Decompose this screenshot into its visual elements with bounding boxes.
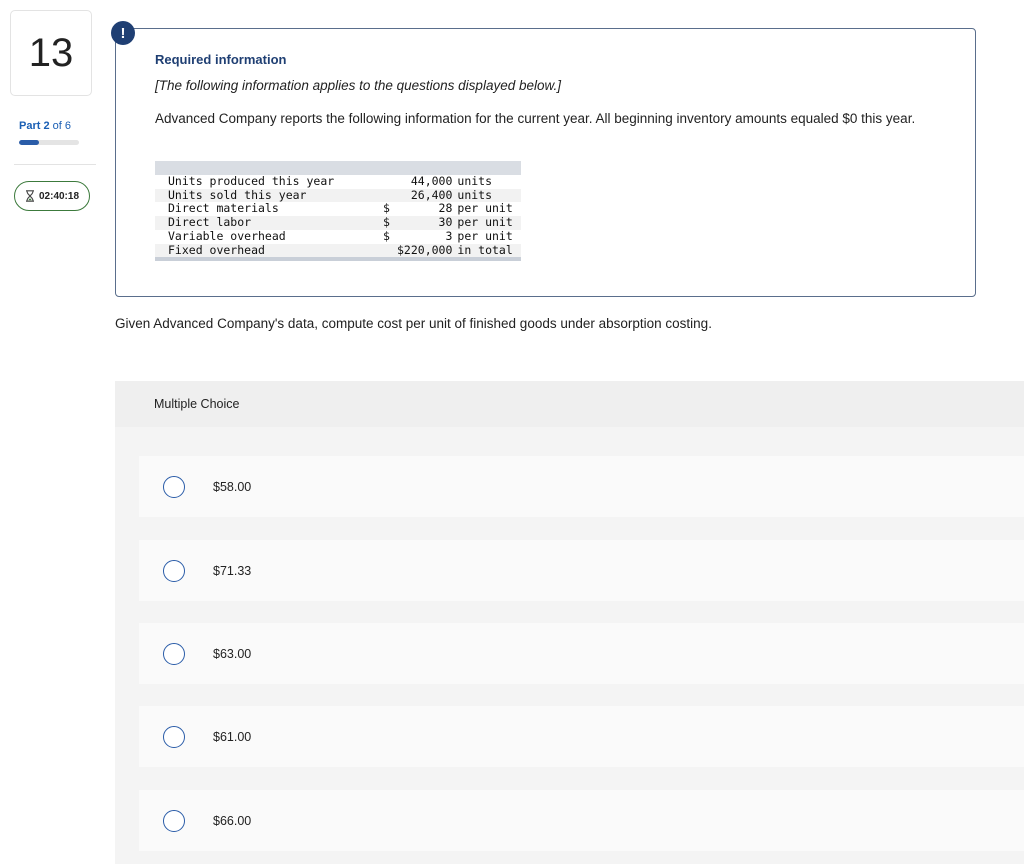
rail-divider — [14, 164, 96, 165]
alert-icon: ! — [111, 21, 135, 45]
row-amount: 3 — [445, 228, 453, 243]
choice-option[interactable] — [139, 456, 1024, 517]
part-progress-bar — [19, 140, 79, 145]
row-label: Units produced this year — [168, 174, 335, 188]
choice-label: $61.00 — [213, 729, 252, 744]
data-table-row — [155, 175, 521, 189]
data-table-row — [155, 216, 521, 230]
row-amount: 30 — [397, 216, 452, 230]
row-unit: in total — [452, 244, 521, 258]
part-prefix: Part — [19, 120, 41, 132]
data-table-row — [155, 202, 521, 216]
row-unit: units — [452, 189, 521, 203]
part-current: 2 — [43, 120, 50, 132]
choice-option[interactable] — [139, 540, 1024, 601]
info-title: Required information — [155, 52, 287, 67]
row-currency: $ — [383, 216, 397, 230]
choice-option[interactable] — [139, 706, 1024, 767]
data-table-row — [155, 230, 521, 244]
row-unit: units — [457, 174, 493, 188]
data-table — [155, 161, 521, 261]
part-total: 6 — [64, 120, 72, 132]
choice-option[interactable] — [139, 623, 1024, 684]
data-table-row — [155, 244, 521, 258]
info-text: Advanced Company reports the following information for the current year. All beginning inventory amounts equaled $0 this year. — [155, 111, 916, 126]
row-label: Direct materials — [168, 201, 279, 216]
timer[interactable] — [14, 181, 90, 211]
row-unit: per unit — [457, 201, 513, 216]
radio-button[interactable] — [163, 810, 185, 832]
row-currency: $ — [383, 201, 390, 216]
part-indicator — [19, 120, 71, 132]
row-label: Fixed overhead — [155, 244, 383, 258]
multiple-choice-header — [115, 381, 1024, 427]
radio-button[interactable] — [163, 643, 185, 665]
row-amount: 26,400 — [397, 189, 452, 203]
multiple-choice-panel — [115, 381, 1024, 864]
multiple-choice-title: Multiple Choice — [154, 397, 240, 411]
question-text: Given Advanced Company's data, compute cost per unit of finished goods under absorption costing. — [115, 316, 712, 331]
row-amount: 44,000 — [410, 174, 453, 188]
data-table-row — [155, 189, 521, 203]
hourglass-icon — [25, 190, 35, 202]
choice-label: $58.00 — [213, 479, 252, 494]
row-unit: per unit — [452, 216, 521, 230]
radio-button[interactable] — [163, 476, 185, 498]
row-unit: per unit — [457, 228, 513, 243]
question-number: 13 — [10, 10, 92, 96]
row-amount: $220,000 — [397, 242, 453, 257]
radio-button[interactable] — [163, 726, 185, 748]
required-info-box — [115, 28, 976, 297]
row-label: Variable overhead — [168, 228, 286, 243]
part-of: of — [52, 120, 62, 132]
choice-label: $71.33 — [213, 563, 252, 578]
timer-value: 02:40:18 — [38, 190, 80, 202]
info-subtitle: [The following information applies to the questions displayed below.] — [155, 78, 561, 93]
row-label: Units sold this year — [155, 189, 383, 203]
row-currency — [383, 175, 397, 189]
row-amount: 28 — [438, 201, 453, 216]
row-currency: $ — [383, 228, 390, 243]
choice-label: $66.00 — [213, 813, 252, 828]
part-progress-fill — [19, 140, 39, 145]
row-currency — [383, 189, 397, 203]
choice-option[interactable] — [139, 790, 1024, 851]
row-currency — [383, 244, 397, 258]
choice-label: $63.00 — [213, 646, 252, 661]
row-label: Direct labor — [155, 216, 383, 230]
radio-button[interactable] — [163, 560, 185, 582]
